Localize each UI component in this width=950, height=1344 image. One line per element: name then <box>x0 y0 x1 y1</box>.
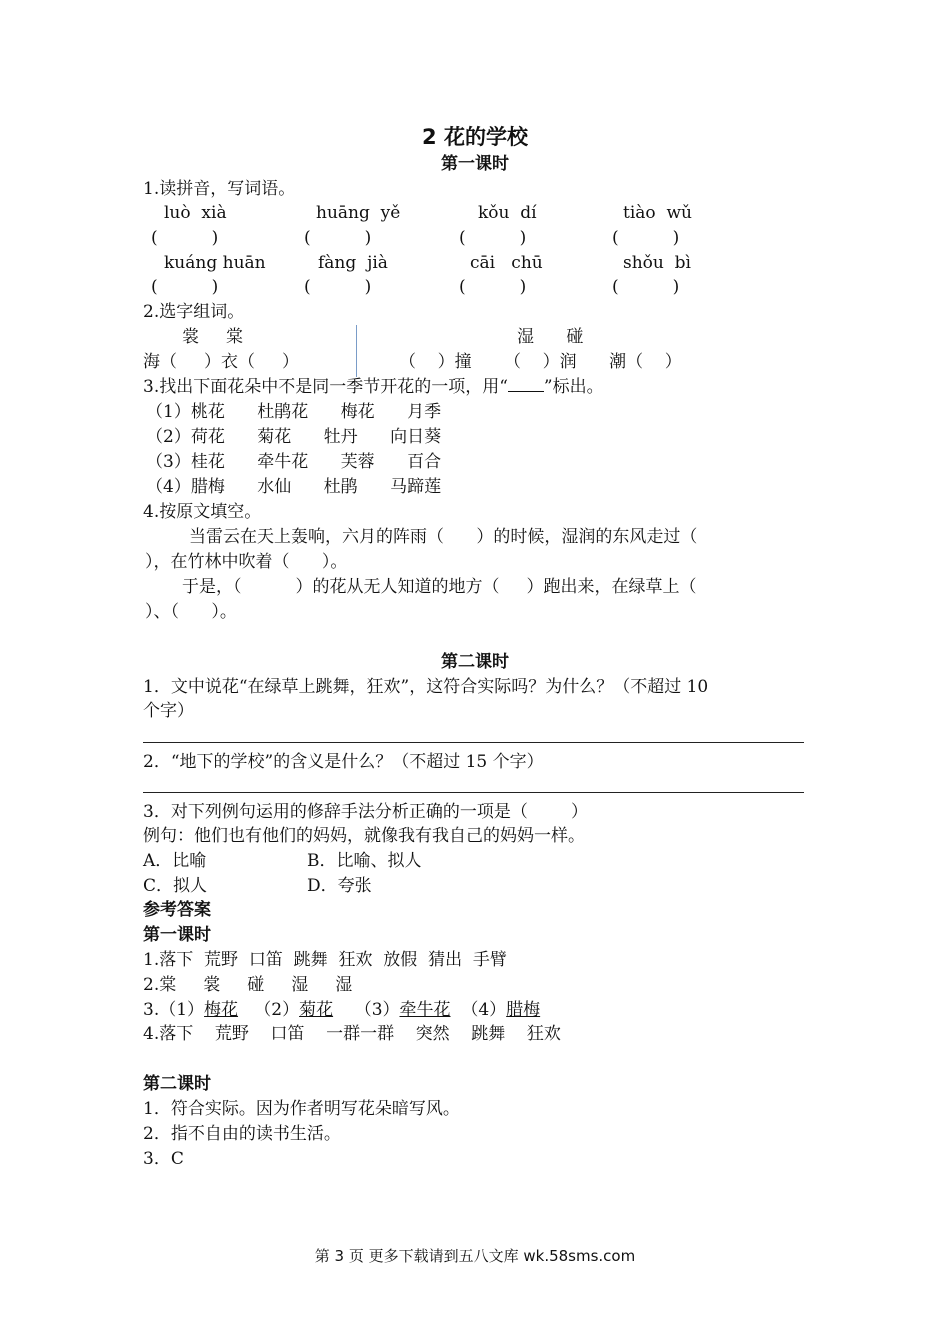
q1-title: 1.读拼音，写词语。 <box>143 179 296 199</box>
q2-title: 2.选字组词。 <box>143 302 245 322</box>
p2-example: 例句：他们也有他们的妈妈，就像我有我自己的妈妈一样。 <box>143 826 585 846</box>
answer-3-word-3: 牵牛花 <box>399 1000 451 1020</box>
answer-line <box>143 792 804 793</box>
q2-items-b: （ ）撞 （ ）润 潮（ ） <box>399 352 682 372</box>
answers-heading: 参考答案 <box>143 900 211 920</box>
q3-title-pre: 3.找出下面花朵中不是同一季节开花的一项，用“ <box>143 377 508 397</box>
pinyin-1: luò xià <box>164 203 227 223</box>
q3-title-post: ”标出。 <box>543 377 604 397</box>
answer-blank: ( ) <box>151 228 219 248</box>
answer-blank: ( ) <box>459 277 527 297</box>
page-footer: 第 3 页 更多下载请到五八文库 wk.58sms.com <box>314 1247 636 1265</box>
answer-blank: ( ) <box>459 228 527 248</box>
q4-title: 4.按原文填空。 <box>143 502 262 522</box>
answer-blank: ( ) <box>612 228 680 248</box>
pinyin-6: fàng jià <box>318 253 388 273</box>
answer-3-label-3: （3） <box>333 1000 400 1020</box>
page-title: 2 花的学校 <box>422 125 528 149</box>
q3-option-1: （1）桃花 杜鹃花 梅花 月季 <box>146 402 442 422</box>
q2-choices-a: 裳 棠 <box>182 327 244 347</box>
option-b: B．比喻、拟人 <box>307 851 422 871</box>
answer-blank: ( ) <box>151 277 219 297</box>
option-a: A．比喻 <box>143 851 207 871</box>
answer-b1: 1．符合实际。因为作者明写花朵暗写风。 <box>143 1099 460 1119</box>
answer-3-word-4: 腊梅 <box>506 1000 541 1020</box>
answer-b2: 2．指不自由的读书生活。 <box>143 1124 341 1144</box>
pinyin-7: cāi chū <box>470 253 543 273</box>
p2-q1-line2: 个字） <box>143 701 194 721</box>
option-d: D．夸张 <box>307 876 372 896</box>
section-heading-part1: 第一课时 <box>441 154 509 174</box>
answer-3 <box>143 999 540 1021</box>
answer-1: 1.落下 荒野 口笛 跳舞 狂欢 放假 猜出 手臂 <box>143 950 507 970</box>
q4-line-4: ）、（ ）。 <box>145 602 237 622</box>
answers-part2-heading: 第二课时 <box>143 1074 211 1094</box>
section-heading-part2: 第二课时 <box>441 652 509 672</box>
pinyin-3: kǒu dí <box>478 203 537 223</box>
underline-mark <box>508 377 544 392</box>
answer-3-word-1: 梅花 <box>204 1000 239 1020</box>
answer-3-label-4: （4） <box>450 1000 507 1020</box>
q2-choices-b: 湿 碰 <box>517 327 584 347</box>
answer-blank: ( ) <box>304 277 372 297</box>
pinyin-5: kuáng huān <box>164 253 266 273</box>
p2-q3: 3．对下列例句运用的修辞手法分析正确的一项是（ ） <box>143 802 589 822</box>
q3-option-2: （2）荷花 菊花 牡丹 向日葵 <box>146 427 442 447</box>
answer-3-label-1: 3.（1） <box>143 1000 205 1020</box>
answers-part1-heading: 第一课时 <box>143 925 211 945</box>
q3-option-3: （3）桂花 牵牛花 芙蓉 百合 <box>146 452 442 472</box>
pinyin-2: huāng yě <box>316 203 401 223</box>
answer-b3: 3．C <box>143 1149 184 1169</box>
answer-2: 2.棠 裳 碰 湿 湿 <box>143 975 353 995</box>
option-c: C．拟人 <box>143 876 208 896</box>
answer-blank: ( ) <box>612 277 680 297</box>
text-cursor <box>356 325 357 377</box>
p2-q1-line1: 1．文中说花“在绿草上跳舞，狂欢”，这符合实际吗？为什么？（不超过 10 <box>143 677 709 697</box>
answer-3-word-2: 菊花 <box>299 1000 334 1020</box>
q4-line-2: ），在竹林中吹着（ ）。 <box>145 552 348 572</box>
q4-line-1: 当雷云在天上轰响，六月的阵雨（ ）的时候，湿润的东风走过（ <box>189 527 698 547</box>
q3-option-4: （4）腊梅 水仙 杜鹃 马蹄莲 <box>146 477 442 497</box>
q3-title <box>143 376 604 398</box>
pinyin-4: tiào wǔ <box>623 203 692 223</box>
q2-items-a: 海（ ）衣（ ） <box>143 352 300 372</box>
answer-line <box>143 742 804 743</box>
answer-blank: ( ) <box>304 228 372 248</box>
answer-4: 4.落下 荒野 口笛 一群一群 突然 跳舞 狂欢 <box>143 1024 561 1044</box>
pinyin-8: shǒu bì <box>623 253 691 273</box>
answer-3-label-2: （2） <box>238 1000 300 1020</box>
p2-q2: 2．“地下的学校”的含义是什么？（不超过 15 个字） <box>143 752 544 772</box>
q4-line-3: 于是，（ ）的花从无人知道的地方（ ）跑出来，在绿草上（ <box>182 577 697 597</box>
